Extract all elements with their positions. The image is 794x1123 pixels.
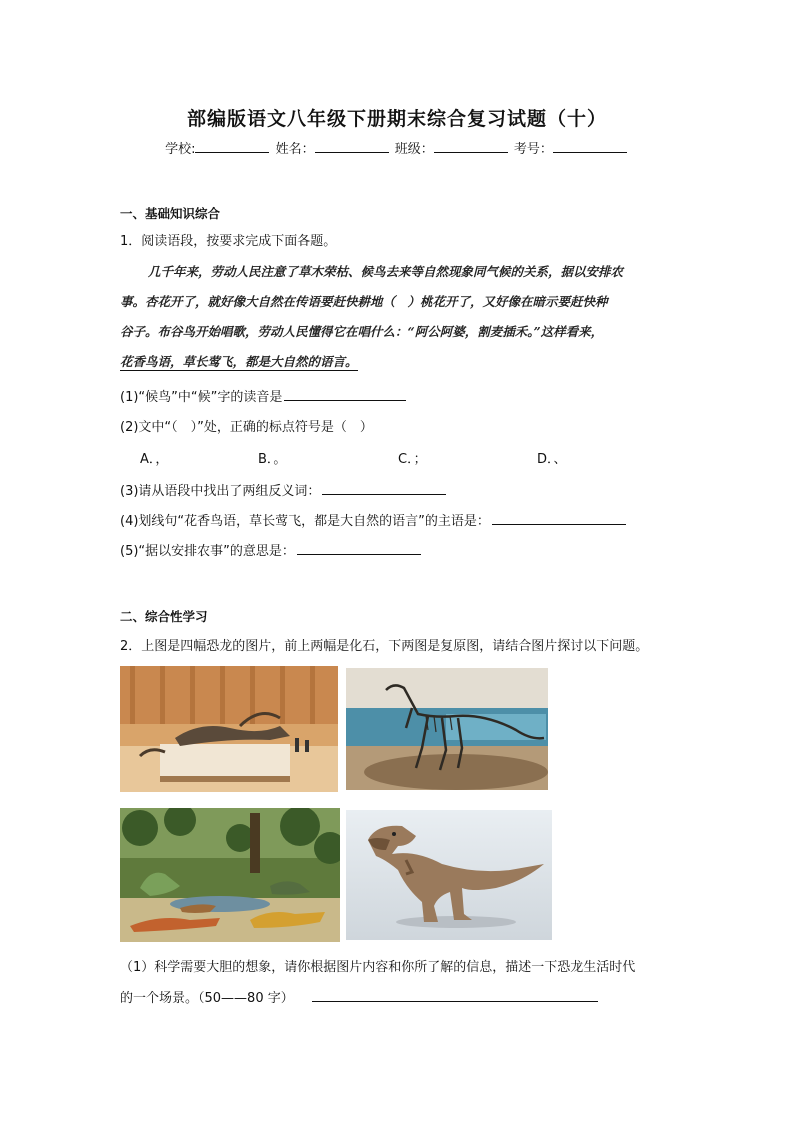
sub-question-3 bbox=[120, 480, 446, 499]
fossil-hall-image bbox=[120, 666, 338, 792]
passage-line-3: 谷子。布谷鸟开始唱歌，劳动人民懂得它在唱什么：“阿公阿婆，割麦插禾。”这样看来， bbox=[120, 324, 604, 339]
sub-question-2-1-line-2 bbox=[120, 987, 598, 1006]
student-info-row bbox=[0, 138, 794, 157]
answer-blank-1[interactable] bbox=[284, 388, 406, 401]
dinosaur-scene-image bbox=[120, 808, 340, 942]
answer-blank-2-1[interactable] bbox=[312, 989, 598, 1002]
number-blank[interactable] bbox=[553, 140, 627, 153]
answer-blank-3[interactable] bbox=[322, 482, 446, 495]
option-c[interactable]: C．； bbox=[398, 452, 427, 467]
sub-question-1 bbox=[120, 386, 406, 405]
question-2-stem: 2．上图是四幅恐龙的图片，前上两幅是化石，下两图是复原图，请结合图片探讨以下问题。 bbox=[120, 639, 649, 654]
question-1-stem: 1．阅读语段，按要求完成下面各题。 bbox=[120, 234, 337, 249]
sub-question-5-text: (5)“据以安排农事”的意思是： bbox=[120, 544, 295, 559]
sub-question-3-text: (3)请从语段中找出了两组反义词： bbox=[120, 484, 321, 499]
class-label: 班级： bbox=[394, 142, 434, 157]
name-blank[interactable] bbox=[315, 140, 389, 153]
tyrannosaurus-image bbox=[346, 810, 552, 940]
dinosaur-skeleton-image bbox=[346, 668, 548, 790]
option-a[interactable]: A．， bbox=[140, 452, 169, 467]
underlined-sentence: 花香鸟语，草长莺飞，都是大自然的语言。 bbox=[120, 354, 358, 369]
class-blank[interactable] bbox=[434, 140, 508, 153]
passage-line-1: 几千年来，劳动人民注意了草木荣枯、候鸟去来等自然现象同气候的关系，据以安排农 bbox=[148, 264, 624, 279]
section-heading-2: 二、综合性学习 bbox=[120, 609, 208, 624]
name-label: 姓名： bbox=[275, 142, 315, 157]
sub-question-2: (2)文中“（ ）”处，正确的标点符号是（ ） bbox=[120, 420, 373, 435]
passage-line-2: 事。杏花开了，就好像大自然在传语要赶快耕地（ ）桃花开了，又好像在暗示要赶快种 bbox=[120, 294, 608, 309]
section-heading-1: 一、基础知识综合 bbox=[120, 206, 221, 221]
sub-question-2-1-text: 的一个场景。（50——80 字） bbox=[120, 991, 294, 1006]
option-d[interactable]: D．、 bbox=[537, 452, 567, 467]
option-b[interactable]: B．。 bbox=[258, 452, 287, 467]
passage-line-4 bbox=[120, 352, 680, 370]
sub-question-2-1-line-1: （1）科学需要大胆的想象，请你根据图片内容和你所了解的信息，描述一下恐龙生活时代 bbox=[120, 960, 636, 975]
sub-question-5 bbox=[120, 540, 421, 559]
school-label: 学校: bbox=[165, 142, 196, 157]
sub-question-4-text: (4)划线句“花香鸟语，草长莺飞，都是大自然的语言”的主语是： bbox=[120, 514, 490, 529]
page-title: 部编版语文八年级下册期末综合复习试题（十） bbox=[186, 108, 607, 130]
number-label: 考号： bbox=[513, 142, 553, 157]
school-blank[interactable] bbox=[195, 140, 269, 153]
answer-blank-4[interactable] bbox=[492, 512, 626, 525]
answer-blank-5[interactable] bbox=[297, 542, 421, 555]
sub-question-4 bbox=[120, 510, 626, 529]
sub-question-1-text: (1)“候鸟”中“候”字的读音是 bbox=[120, 390, 283, 405]
